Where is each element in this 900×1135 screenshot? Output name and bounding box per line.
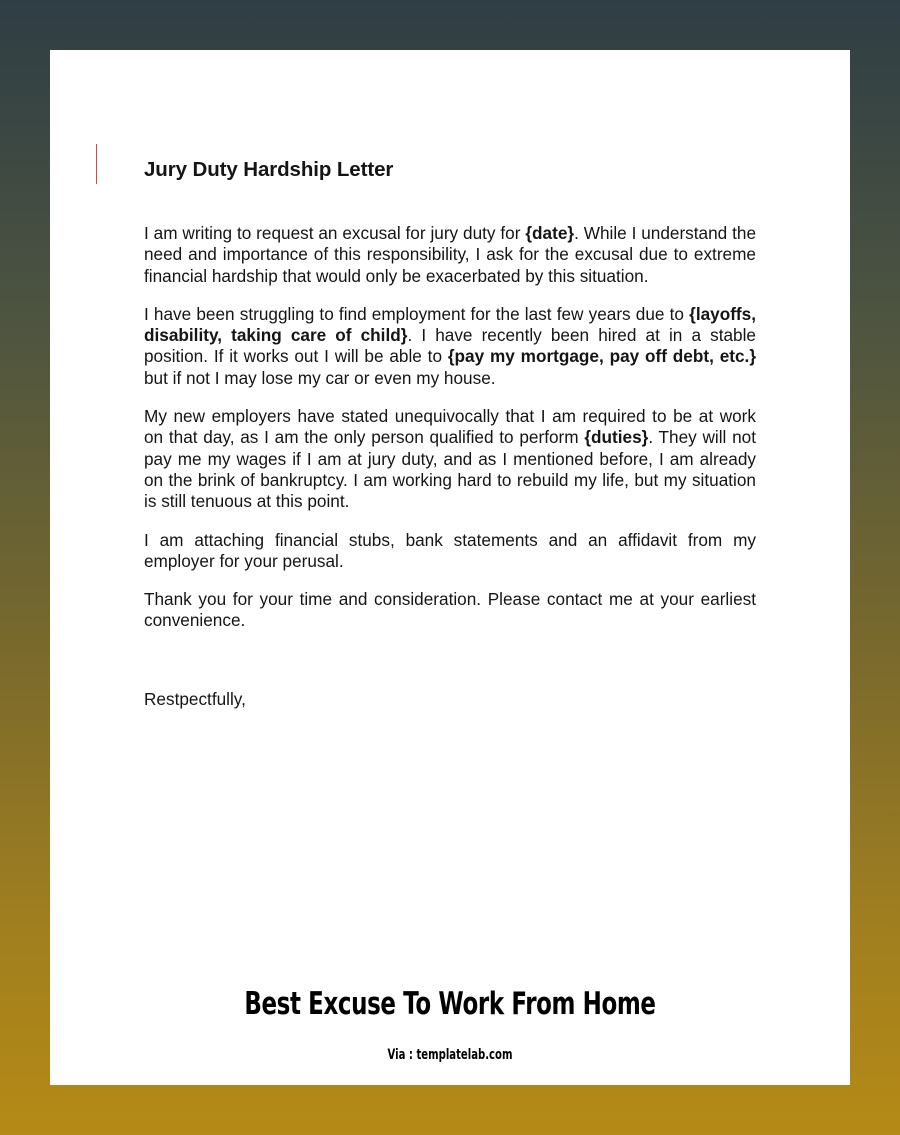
letter-paragraph xyxy=(144,530,756,573)
placeholder-field: {layoffs, disability, taking care of child} xyxy=(144,303,756,346)
letter-body xyxy=(144,158,756,710)
paragraph-text: . While I understand the need and importance of this responsibility, I ask for the excusal due to extreme financial hardship that would only be exacerbated by this situation. xyxy=(144,223,757,286)
letter-paragraph xyxy=(144,304,756,389)
caption-title: Best Excuse To Work From Home xyxy=(244,986,656,1022)
placeholder-field: {duties} xyxy=(584,427,649,448)
paragraph-text: . I have recently been hired at in a stable position. If it works out I will be able to xyxy=(144,325,756,367)
caption-source: Via : templatelab.com xyxy=(387,1047,513,1063)
letter-paragraph xyxy=(144,406,756,512)
letter-page xyxy=(50,50,850,1085)
letter-paragraph xyxy=(144,223,756,287)
margin-mark xyxy=(96,144,97,184)
letter-paragraph xyxy=(144,589,756,632)
paragraph-text: My new employers have stated unequivocally that I am required to be at work on that day, as I am the only person qualified to perform xyxy=(144,406,756,448)
paragraph-text: . They will not pay me my wages if I am at jury duty, and as I mentioned before, I am already on the brink of bankruptcy. I am working hard to rebuild my life, but my situation is still tenuous at this point. xyxy=(144,427,757,512)
letter-paragraphs xyxy=(144,223,756,632)
paragraph-text: I have been struggling to find employment for the last few years due to xyxy=(144,303,690,324)
paragraph-text: I am writing to request an excusal for jury duty for xyxy=(144,223,526,243)
letter-title: Jury Duty Hardship Letter xyxy=(144,158,394,181)
placeholder-field: {date} xyxy=(525,223,575,243)
paragraph-text: but if not I may lose my car or even my house. xyxy=(144,367,496,388)
letter-closing: Restpectfully, xyxy=(144,688,246,709)
caption xyxy=(50,984,850,1064)
paragraph-text: Thank you for your time and consideration. Please contact me at your earliest convenience. xyxy=(144,589,756,631)
placeholder-field: {pay my mortgage, pay off debt, etc.} xyxy=(447,346,757,367)
paragraph-text: I am attaching financial stubs, bank statements and an affidavit from my employer for your perusal. xyxy=(144,529,756,571)
